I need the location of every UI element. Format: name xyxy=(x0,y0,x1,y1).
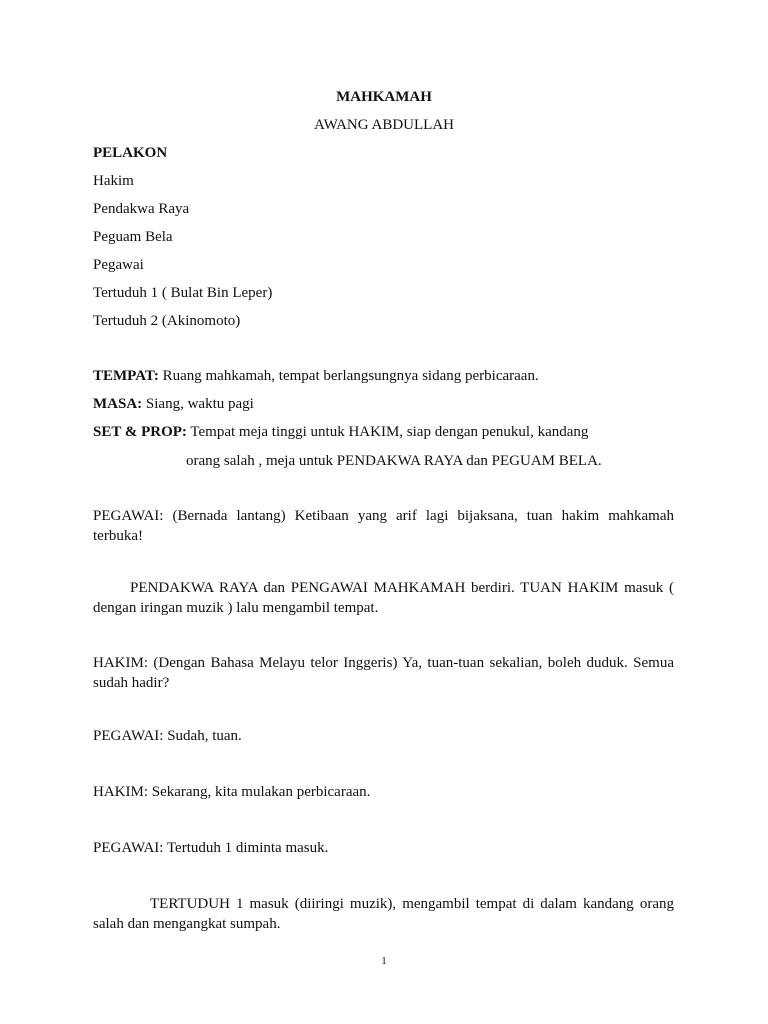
setting-place xyxy=(93,366,539,386)
cast-member: Hakim xyxy=(93,173,134,189)
cast-member: Pegawai xyxy=(93,257,144,273)
setting-props-continued: orang salah , meja untuk PENDAKWA RAYA dan PEGUAM BELA. xyxy=(186,453,602,469)
setting-props-label: SET & PROP: xyxy=(93,424,187,440)
cast-member: Tertuduh 1 ( Bulat Bin Leper) xyxy=(93,285,273,301)
setting-place-label: TEMPAT: xyxy=(93,368,159,384)
script-line: PEGAWAI: Tertuduh 1 diminta masuk. xyxy=(93,840,329,856)
cast-member: Pendakwa Raya xyxy=(93,201,190,217)
cast-member: Peguam Bela xyxy=(93,229,173,245)
script-line: PEGAWAI: (Bernada lantang) Ketibaan yang arif lagi bijaksana, tuan hakim mahkamah terbuka! xyxy=(93,508,674,544)
stage-direction: TERTUDUH 1 masuk (diiringi muzik), mengambil tempat di dalam kandang orang salah dan mengangkat sumpah. xyxy=(93,896,674,932)
script-line: HAKIM: Sekarang, kita mulakan perbicaraan. xyxy=(93,784,371,800)
setting-time xyxy=(93,394,254,414)
setting-place-text: Ruang mahkamah, tempat berlangsungnya sidang perbicaraan. xyxy=(158,368,539,384)
setting-props-text: Tempat meja tinggi untuk HAKIM, siap dengan penukul, kandang xyxy=(186,424,589,440)
setting-time-label: MASA: xyxy=(93,396,143,412)
stage-direction: PENDAKWA RAYA dan PENGAWAI MAHKAMAH berdiri. TUAN HAKIM masuk ( dengan iringan muzik ) lalu mengambil tempat. xyxy=(93,580,674,616)
play-title: MAHKAMAH xyxy=(336,89,432,105)
page-number: 1 xyxy=(381,955,387,967)
setting-props xyxy=(93,422,588,442)
cast-member: Tertuduh 2 (Akinomoto) xyxy=(93,313,241,329)
cast-heading: PELAKON xyxy=(93,145,168,161)
setting-time-text: Siang, waktu pagi xyxy=(142,396,254,412)
author-name: AWANG ABDULLAH xyxy=(313,117,455,133)
script-line: PEGAWAI: Sudah, tuan. xyxy=(93,728,242,744)
script-line: HAKIM: (Dengan Bahasa Melayu telor Inggeris) Ya, tuan-tuan sekalian, boleh duduk. Semua sudah hadir? xyxy=(93,655,674,691)
